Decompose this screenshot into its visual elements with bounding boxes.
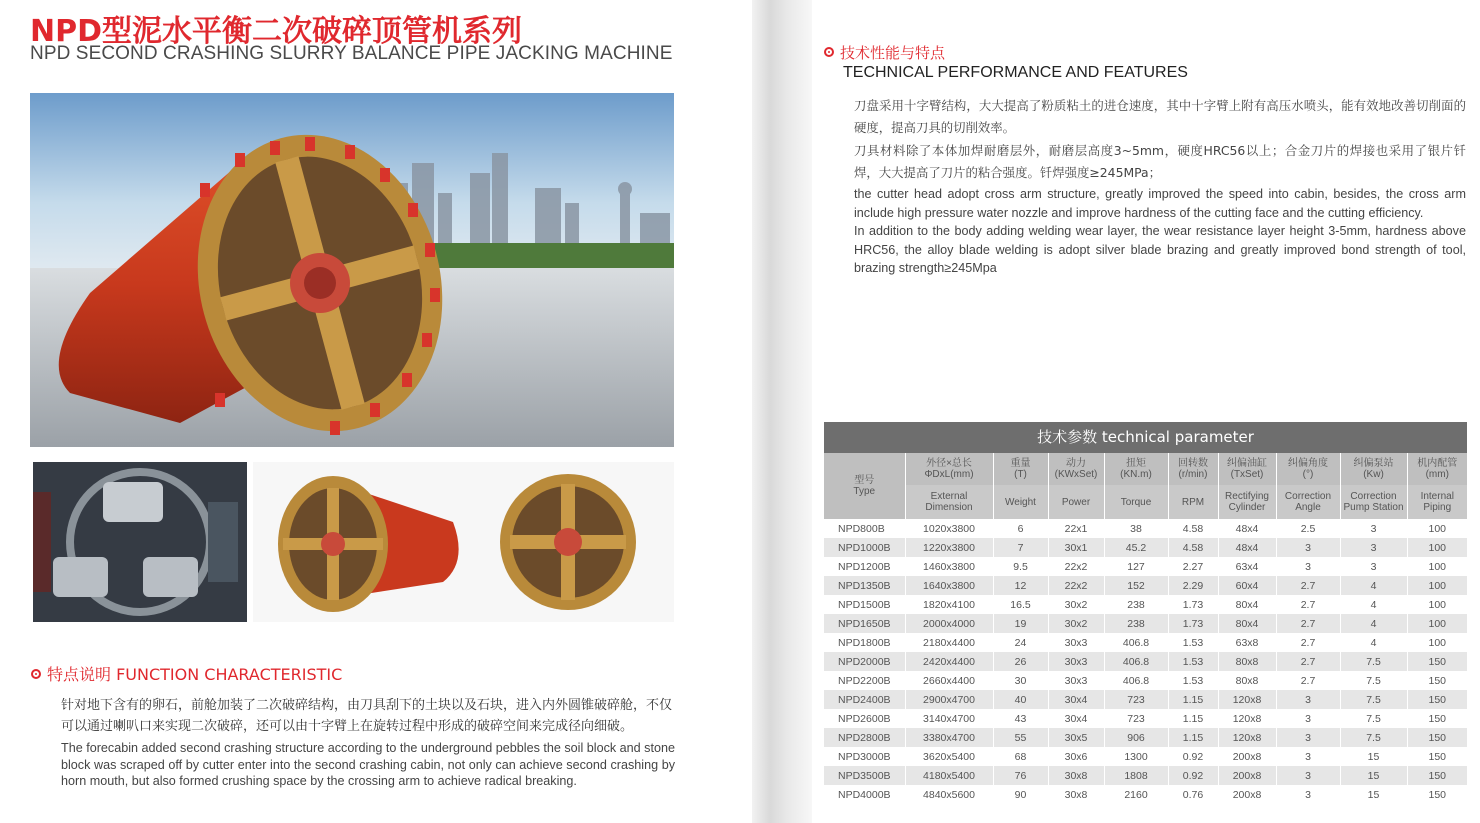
table-cell: 2000x4000 bbox=[905, 614, 993, 633]
header-en: Correction Pump Station bbox=[1340, 485, 1407, 519]
header-type-cn: 型号 bbox=[854, 475, 875, 486]
table-cell: 3 bbox=[1276, 557, 1340, 576]
table-cell: 7.5 bbox=[1340, 652, 1407, 671]
table-cell: 7 bbox=[993, 538, 1048, 557]
table-cell: 4 bbox=[1340, 595, 1407, 614]
table-cell: 0.76 bbox=[1168, 785, 1218, 804]
table-cell: 19 bbox=[993, 614, 1048, 633]
header-cn: 机内配管 (mm) bbox=[1407, 453, 1467, 485]
table-cell: 80x8 bbox=[1218, 652, 1276, 671]
table-cell: 3620x5400 bbox=[905, 747, 993, 766]
table-cell: 100 bbox=[1407, 595, 1467, 614]
table-cell: 30 bbox=[993, 671, 1048, 690]
table-cell: 152 bbox=[1104, 576, 1168, 595]
table-cell: 80x8 bbox=[1218, 671, 1276, 690]
table-cell: 76 bbox=[993, 766, 1048, 785]
table-row bbox=[824, 538, 1467, 557]
table-cell: 150 bbox=[1407, 766, 1467, 785]
table-cell: 1.15 bbox=[1168, 709, 1218, 728]
table-cell: 22x2 bbox=[1048, 576, 1104, 595]
table-cell: 150 bbox=[1407, 671, 1467, 690]
table-cell: 2.7 bbox=[1276, 633, 1340, 652]
model-cell: NPD2400B bbox=[824, 690, 905, 709]
circle-bullet-icon bbox=[31, 669, 41, 679]
table-cell: 150 bbox=[1407, 785, 1467, 804]
table-row bbox=[824, 519, 1467, 538]
table-cell: 2.7 bbox=[1276, 576, 1340, 595]
table-cell: 15 bbox=[1340, 766, 1407, 785]
table-cell: 1460x3800 bbox=[905, 557, 993, 576]
table-cell: 7.5 bbox=[1340, 690, 1407, 709]
header-cn: 动力 (KWxSet) bbox=[1048, 453, 1104, 485]
header-type-en: Type bbox=[853, 486, 876, 497]
table-cell: 4.58 bbox=[1168, 519, 1218, 538]
table-cell: 2.5 bbox=[1276, 519, 1340, 538]
table-row bbox=[824, 766, 1467, 785]
motor-interior-photo bbox=[33, 462, 247, 622]
page-gutter bbox=[752, 0, 812, 823]
tech-heading-cn bbox=[824, 42, 945, 63]
model-cell: NPD1000B bbox=[824, 538, 905, 557]
table-row bbox=[824, 690, 1467, 709]
table-cell: 150 bbox=[1407, 728, 1467, 747]
header-en: External Dimension bbox=[905, 485, 993, 519]
table-cell: 406.8 bbox=[1104, 633, 1168, 652]
model-cell: NPD3000B bbox=[824, 747, 905, 766]
table-cell: 238 bbox=[1104, 595, 1168, 614]
table-cell: 2900x4700 bbox=[905, 690, 993, 709]
tech-description bbox=[854, 95, 1466, 278]
parameter-table bbox=[824, 422, 1467, 804]
table-cell: 48x4 bbox=[1218, 519, 1276, 538]
table-cell: 100 bbox=[1407, 557, 1467, 576]
parameter-table-title: 技术参数 technical parameter bbox=[824, 422, 1467, 453]
header-cn: 纠偏油缸 (TxSet) bbox=[1218, 453, 1276, 485]
model-cell: NPD3500B bbox=[824, 766, 905, 785]
table-cell: 30x4 bbox=[1048, 690, 1104, 709]
table-row bbox=[824, 747, 1467, 766]
table-cell: 30x6 bbox=[1048, 747, 1104, 766]
tech-heading-cn-text: 技术性能与特点 bbox=[840, 44, 946, 62]
header-en: Power bbox=[1048, 485, 1104, 519]
table-cell: 30x3 bbox=[1048, 652, 1104, 671]
model-cell: NPD1500B bbox=[824, 595, 905, 614]
table-cell: 1.15 bbox=[1168, 728, 1218, 747]
table-cell: 2.7 bbox=[1276, 652, 1340, 671]
table-cell: 2180x4400 bbox=[905, 633, 993, 652]
table-cell: 7.5 bbox=[1340, 709, 1407, 728]
table-cell: 0.92 bbox=[1168, 766, 1218, 785]
header-cn: 纠偏角度 (°) bbox=[1276, 453, 1340, 485]
table-cell: 120x8 bbox=[1218, 709, 1276, 728]
table-cell: 55 bbox=[993, 728, 1048, 747]
table-cell: 43 bbox=[993, 709, 1048, 728]
table-cell: 68 bbox=[993, 747, 1048, 766]
table-cell: 1808 bbox=[1104, 766, 1168, 785]
table-cell: 1.53 bbox=[1168, 633, 1218, 652]
table-cell: 3 bbox=[1276, 766, 1340, 785]
table-cell: 2.27 bbox=[1168, 557, 1218, 576]
header-cn: 扭矩 (KN.m) bbox=[1104, 453, 1168, 485]
table-cell: 2.29 bbox=[1168, 576, 1218, 595]
table-cell: 48x4 bbox=[1218, 538, 1276, 557]
table-cell: 406.8 bbox=[1104, 652, 1168, 671]
table-cell: 2660x4400 bbox=[905, 671, 993, 690]
table-cell: 4 bbox=[1340, 633, 1407, 652]
table-cell: 3 bbox=[1340, 519, 1407, 538]
table-row bbox=[824, 671, 1467, 690]
table-cell: 200x8 bbox=[1218, 766, 1276, 785]
table-cell: 150 bbox=[1407, 747, 1467, 766]
table-cell: 4 bbox=[1340, 614, 1407, 633]
table-cell: 80x4 bbox=[1218, 595, 1276, 614]
model-cell: NPD1200B bbox=[824, 557, 905, 576]
model-cell: NPD2600B bbox=[824, 709, 905, 728]
table-cell: 30x5 bbox=[1048, 728, 1104, 747]
table-row bbox=[824, 633, 1467, 652]
table-cell: 63x8 bbox=[1218, 633, 1276, 652]
table-cell: 30x1 bbox=[1048, 538, 1104, 557]
table-cell: 1.73 bbox=[1168, 595, 1218, 614]
table-cell: 2420x4400 bbox=[905, 652, 993, 671]
table-cell: 9.5 bbox=[993, 557, 1048, 576]
table-cell: 1.53 bbox=[1168, 671, 1218, 690]
header-en: Internal Piping bbox=[1407, 485, 1467, 519]
model-cell: NPD2800B bbox=[824, 728, 905, 747]
model-cell: NPD4000B bbox=[824, 785, 905, 804]
page-title-cn: NPD型泥水平衡二次破碎顶管机系列 bbox=[30, 14, 522, 49]
table-cell: 1.53 bbox=[1168, 652, 1218, 671]
header-cn: 外径×总长 ΦDxL(mm) bbox=[905, 453, 993, 485]
table-cell: 723 bbox=[1104, 709, 1168, 728]
function-text-en: The forecabin added second crashing structure according to the underground pebbles the soil block and stone block was scraped off by cutter enter into the second crashing cabin, not only can achieve second crashing by horn mouth, but also formed crushing space by the crossing arm to achieve radical breaking. bbox=[61, 741, 675, 788]
table-cell: 100 bbox=[1407, 614, 1467, 633]
table-cell: 150 bbox=[1407, 690, 1467, 709]
function-heading-text: 特点说明 FUNCTION CHARACTERISTIC bbox=[47, 665, 343, 684]
table-cell: 30x3 bbox=[1048, 671, 1104, 690]
table-cell: 238 bbox=[1104, 614, 1168, 633]
table-row bbox=[824, 709, 1467, 728]
table-row bbox=[824, 652, 1467, 671]
table-cell: 3 bbox=[1340, 538, 1407, 557]
hero-machine-photo bbox=[30, 93, 674, 447]
table-cell: 4180x5400 bbox=[905, 766, 993, 785]
page-title-en: NPD SECOND CRASHING SLURRY BALANCE PIPE JACKING MACHINE bbox=[30, 43, 673, 64]
table-cell: 3 bbox=[1276, 538, 1340, 557]
hero-illustration bbox=[30, 93, 674, 447]
function-heading bbox=[31, 662, 342, 685]
header-en: RPM bbox=[1168, 485, 1218, 519]
table-cell: 3 bbox=[1276, 709, 1340, 728]
header-cn: 重量 (T) bbox=[993, 453, 1048, 485]
cutter-heads-photo bbox=[253, 462, 674, 622]
table-cell: 2.7 bbox=[1276, 595, 1340, 614]
table-cell: 22x2 bbox=[1048, 557, 1104, 576]
function-text-cn: 针对地下含有的卵石，前舱加装了二次破碎结构，由刀具刮下的土块以及石块，进入内外圆锥破碎舱，不仅可以通过喇叭口来实现二次破碎，还可以由十字臂上在旋转过程中形成的破碎空间来完成径向细破。 bbox=[61, 698, 673, 734]
header-cn: 纠偏泵站 (Kw) bbox=[1340, 453, 1407, 485]
table-cell: 4 bbox=[1340, 576, 1407, 595]
table-cell: 120x8 bbox=[1218, 690, 1276, 709]
table-cell: 100 bbox=[1407, 538, 1467, 557]
table-row bbox=[824, 595, 1467, 614]
table-cell: 200x8 bbox=[1218, 785, 1276, 804]
table-cell: 906 bbox=[1104, 728, 1168, 747]
table-row bbox=[824, 576, 1467, 595]
circle-bullet-icon bbox=[824, 47, 834, 57]
table-cell: 63x4 bbox=[1218, 557, 1276, 576]
table-cell: 120x8 bbox=[1218, 728, 1276, 747]
table-cell: 2.7 bbox=[1276, 614, 1340, 633]
table-cell: 38 bbox=[1104, 519, 1168, 538]
table-cell: 100 bbox=[1407, 519, 1467, 538]
table-cell: 40 bbox=[993, 690, 1048, 709]
tech-paragraph-2-cn: 刀具材料除了本体加焊耐磨层外，耐磨层高度3~5mm，硬度HRC56以上；合金刀片的焊接也采用了银片钎焊，大大提高了刀片的粘合强度。钎焊强度≥245MPa； bbox=[854, 143, 1466, 180]
table-cell: 15 bbox=[1340, 747, 1407, 766]
table-cell: 1220x3800 bbox=[905, 538, 993, 557]
table-cell: 127 bbox=[1104, 557, 1168, 576]
table-cell: 150 bbox=[1407, 652, 1467, 671]
table-cell: 3 bbox=[1276, 747, 1340, 766]
table-row bbox=[824, 728, 1467, 747]
table-cell: 26 bbox=[993, 652, 1048, 671]
table-cell: 1300 bbox=[1104, 747, 1168, 766]
table-cell: 4840x5600 bbox=[905, 785, 993, 804]
table-cell: 30x2 bbox=[1048, 614, 1104, 633]
table-cell: 3380x4700 bbox=[905, 728, 993, 747]
table-cell: 1640x3800 bbox=[905, 576, 993, 595]
table-cell: 30x3 bbox=[1048, 633, 1104, 652]
table-cell: 22x1 bbox=[1048, 519, 1104, 538]
table-cell: 60x4 bbox=[1218, 576, 1276, 595]
table-row bbox=[824, 785, 1467, 804]
table-cell: 3 bbox=[1276, 728, 1340, 747]
table-cell: 4.58 bbox=[1168, 538, 1218, 557]
table-cell: 30x4 bbox=[1048, 709, 1104, 728]
table-row bbox=[824, 614, 1467, 633]
table-cell: 2.7 bbox=[1276, 671, 1340, 690]
table-row bbox=[824, 557, 1467, 576]
model-cell: NPD1800B bbox=[824, 633, 905, 652]
table-cell: 90 bbox=[993, 785, 1048, 804]
table-cell: 3 bbox=[1340, 557, 1407, 576]
tech-paragraph-1-cn: 刀盘采用十字臂结构，大大提高了粉质粘土的进仓速度，其中十字臂上附有高压水喷头，能有效地改善切削面的硬度，提高刀具的切削效率。 bbox=[854, 98, 1466, 135]
table-cell: 80x4 bbox=[1218, 614, 1276, 633]
model-cell: NPD1350B bbox=[824, 576, 905, 595]
table-cell: 1020x3800 bbox=[905, 519, 993, 538]
table-cell: 1.73 bbox=[1168, 614, 1218, 633]
table-cell: 7.5 bbox=[1340, 728, 1407, 747]
tech-heading-en: TECHNICAL PERFORMANCE AND FEATURES bbox=[843, 64, 1188, 81]
table-cell: 6 bbox=[993, 519, 1048, 538]
table-cell: 3 bbox=[1276, 785, 1340, 804]
table-cell: 12 bbox=[993, 576, 1048, 595]
table-cell: 100 bbox=[1407, 633, 1467, 652]
table-cell: 406.8 bbox=[1104, 671, 1168, 690]
table-cell: 3 bbox=[1276, 690, 1340, 709]
header-en: Torque bbox=[1104, 485, 1168, 519]
table-cell: 723 bbox=[1104, 690, 1168, 709]
header-type bbox=[824, 453, 905, 519]
header-en: Weight bbox=[993, 485, 1048, 519]
table-cell: 1820x4100 bbox=[905, 595, 993, 614]
table-cell: 30x2 bbox=[1048, 595, 1104, 614]
parameter-table-body bbox=[824, 519, 1467, 804]
table-cell: 30x8 bbox=[1048, 785, 1104, 804]
tech-paragraph-2-en: In addition to the body adding welding wear layer, the wear resistance layer height 3-5mm, hardness above HRC56, the alloy blade welding is adopt silver blade brazing and greatly improved bond strength of tool, brazing strength≥245Mpa bbox=[854, 224, 1466, 275]
table-cell: 24 bbox=[993, 633, 1048, 652]
table-cell: 15 bbox=[1340, 785, 1407, 804]
tech-paragraph-1-en: the cutter head adopt cross arm structure, greatly improved the speed into cabin, besides, the cross arm include high pressure water nozzle and improve hardness of the cutting face and the cutting efficiency. bbox=[854, 187, 1466, 220]
table-cell: 3140x4700 bbox=[905, 709, 993, 728]
header-en: Correction Angle bbox=[1276, 485, 1340, 519]
table-cell: 2160 bbox=[1104, 785, 1168, 804]
table-cell: 0.92 bbox=[1168, 747, 1218, 766]
model-cell: NPD2200B bbox=[824, 671, 905, 690]
table-cell: 16.5 bbox=[993, 595, 1048, 614]
table-cell: 7.5 bbox=[1340, 671, 1407, 690]
table-cell: 45.2 bbox=[1104, 538, 1168, 557]
table-cell: 100 bbox=[1407, 576, 1467, 595]
header-cn: 回转数 (r/min) bbox=[1168, 453, 1218, 485]
header-en: Rectifying Cylinder bbox=[1218, 485, 1276, 519]
table-cell: 30x8 bbox=[1048, 766, 1104, 785]
model-cell: NPD1650B bbox=[824, 614, 905, 633]
table-cell: 150 bbox=[1407, 709, 1467, 728]
model-cell: NPD800B bbox=[824, 519, 905, 538]
model-cell: NPD2000B bbox=[824, 652, 905, 671]
table-cell: 1.15 bbox=[1168, 690, 1218, 709]
table-cell: 200x8 bbox=[1218, 747, 1276, 766]
